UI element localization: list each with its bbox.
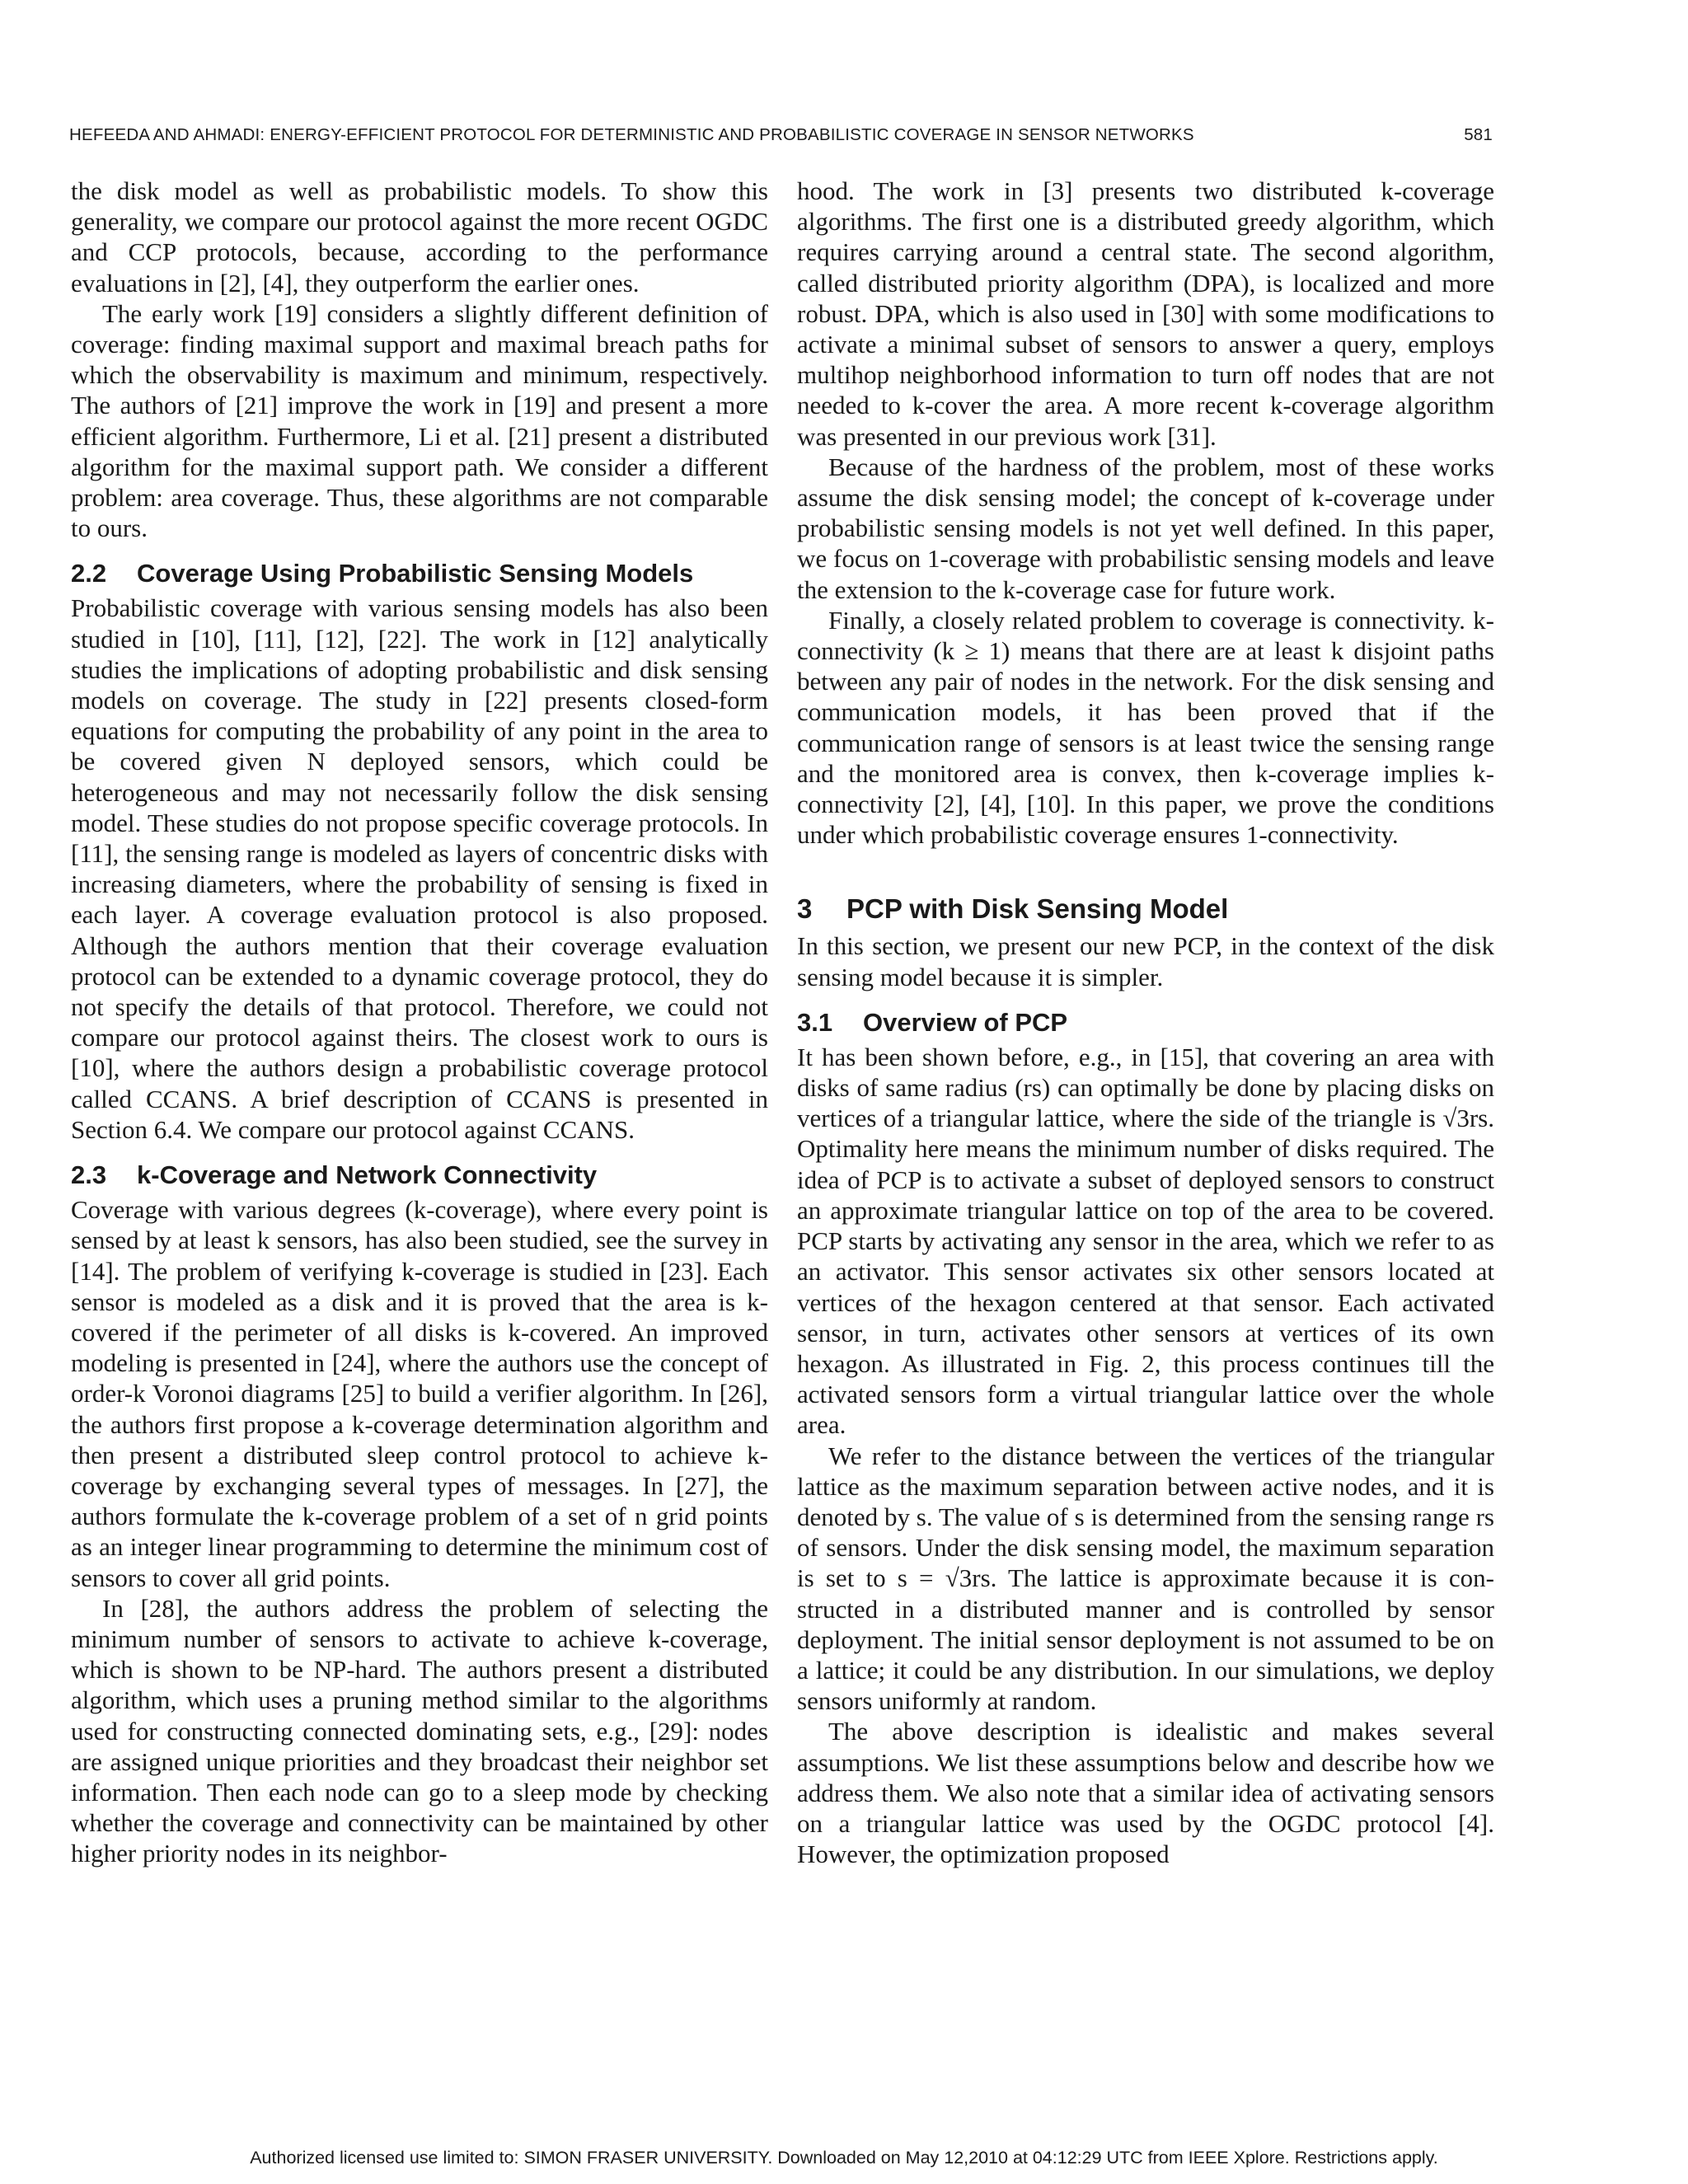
- paragraph: hood. The work in [3] presents two distributed k-coverage algorithms. The first one is a distributed greedy algorithm, which requires carrying around a central state. The second algorithm, called distributed priority algorithm (DPA), is localized and more robust. DPA, which is also used in [30] with some modifications to activate a minimal subset of sensors to answer a query, employs multihop neighborhood information to turn off nodes that are not needed to k-cover the area. A more recent k-coverage algorithm was presented in our previous work [31].: [797, 176, 1494, 451]
- paragraph: Finally, a closely related problem to coverage is connectivity. k-connectivity (k ≥ 1) means that there are at least k disjoint paths between any pair of nodes in the network. For the disk sensing and communication models, it has been proved that if the communication range of sensors is at least twice the sensing range and the monitored area is convex, then k-coverage implies k-connectivity [2], [4], [10]. In this paper, we prove the conditions under which probabilistic coverage ensures 1-connectivity.: [797, 605, 1494, 850]
- section-title: PCP with Disk Sensing Model: [846, 893, 1229, 925]
- paragraph: Probabilistic coverage with various sensing models has also been studied in [10], [11], [12], [22]. The work in [12] analytically studies the implications of adopting probabilistic and disk sensing models on coverage. The study in [22] presents closed-form equations for computing the probability of any point in the area to be covered given N deployed sensors, which could be heterogeneous and may not necessarily follow the disk sensing model. These studies do not propose specific coverage protocols. In [11], the sensing range is modeled as layers of concentric disks with increasing diameters, where the probability of sensing is fixed in each layer. A coverage evaluation protocol is also proposed. Although the authors mention that their coverage evaluation protocol can be extended to a dynamic coverage protocol, they do not specify the details of that protocol. Therefore, we could not compare our protocol against theirs. The closest work to ours is [10], where the authors design a probabilistic coverage protocol called CCANS. A brief description of CCANS is presented in Section 6.4. We compare our protocol against CCANS.: [71, 593, 768, 1144]
- section-heading-2-3: [71, 1160, 768, 1191]
- section-number: 3.1: [797, 1007, 833, 1037]
- page-number: 581: [1464, 125, 1493, 144]
- section-heading-3: [797, 893, 1494, 926]
- paragraph: Because of the hardness of the problem, most of these works assume the disk sensing model; the concept of k-coverage under probabilistic sensing models is not yet well defined. In this paper, we focus on 1-coverage with probabilistic sensing models and leave the extension to the k-coverage case for future work.: [797, 452, 1494, 604]
- paragraph: We refer to the distance between the vertices of the triangular lattice as the maximum separation between active nodes, and it is denoted by s. The value of s is determined from the sensing range rs of sensors. Under the disk sensing model, the maximum separation is set to s = √3rs. The lattice is approximate because it is constructed in a distributed manner and is controlled by sensor deployment. The initial sensor deployment is not assumed to be on a lattice; it could be any distribution. In our simulations, we deploy sensors uniformly at random.: [797, 1441, 1494, 1716]
- paragraph: the disk model as well as probabilistic models. To show this generality, we compare our protocol against the more recent OGDC and CCP protocols, because, according to the performance evaluations in [2], [4], they outperform the earlier ones.: [71, 176, 768, 298]
- paragraph: It has been shown before, e.g., in [15], that covering an area with disks of same radius (rs) can optimally be done by placing disks on vertices of a triangular lattice, where the side of the triangle is √3rs. Optimality here means the minimum number of disks required. The idea of PCP is to activate a subset of deployed sensors to construct an approximate triangular lattice on top of the area to be covered. PCP starts by activating any sensor in the area, which we refer to as an activator. This sensor activates six other sensors located at vertices of the hexagon centered at that sensor. Each activated sensor, in turn, activates other sensors at vertices of its own hexagon. As illustrated in Fig. 2, this process continues till the activated sensors form a virtual triangular lattice over the whole area.: [797, 1042, 1494, 1440]
- section-heading-3-1: [797, 1007, 1494, 1038]
- paragraph: In this section, we present our new PCP, in the context of the disk sensing model because it is simpler.: [797, 931, 1494, 991]
- section-title: k-Coverage and Network Connectivity: [137, 1160, 598, 1190]
- paragraph: Coverage with various degrees (k-coverage), where every point is sensed by at least k sensors, has also been studied, see the survey in [14]. The problem of verifying k-coverage is studied in [23]. Each sensor is modeled as a disk and it is proved that the area is k-covered if the perimeter of all disks is k-covered. An improved modeling is presented in [24], where the authors use the concept of order-k Voronoi diagrams [25] to build a verifier algorithm. In [26], the authors first propose a k-coverage determination algorithm and then present a distributed sleep control protocol to achieve k-coverage by exchanging several types of messages. In [27], the authors formulate the k-coverage problem of a set of n grid points as an integer linear programming to determine the minimum cost of sensors to cover all grid points.: [71, 1195, 768, 1592]
- section-title: Coverage Using Probabilistic Sensing Models: [137, 559, 694, 588]
- left-column: [71, 176, 768, 1869]
- right-column: [797, 176, 1494, 1869]
- section-heading-2-2: [71, 558, 768, 589]
- paragraph: The early work [19] considers a slightly different definition of coverage: finding maximal support and maximal breach paths for which the observability is maximum and minimum, respectively. The authors of [21] improve the work in [19] and present a more efficient algorithm. Furthermore, Li et al. [21] present a distributed algorithm for the maximal support path. We consider a different problem: area coverage. Thus, these algorithms are not comparable to ours.: [71, 298, 768, 543]
- section-number: 3: [797, 893, 813, 925]
- section-number: 2.3: [71, 1160, 107, 1190]
- license-footer: Authorized licensed use limited to: SIMON FRASER UNIVERSITY. Downloaded on May 12,2010 at 04:12:29 UTC from IEEE Xplore. Restrictions apply.: [250, 2148, 1438, 2168]
- paragraph: In [28], the authors address the problem of selecting the minimum number of sensors to activate to achieve k-coverage, which is shown to be NP-hard. The authors present a distributed algorithm, which uses a pruning method similar to the algorithms used for constructing connected dominating sets, e.g., [29]: nodes are assigned unique priorities and they broadcast their neighbor set information. Then each node can go to a sleep mode by checking whether the coverage and connectivity can be maintained by other higher priority nodes in its neighbor-: [71, 1593, 768, 1868]
- running-head: [69, 125, 1493, 145]
- running-title: HEFEEDA AND AHMADI: ENERGY-EFFICIENT PROTOCOL FOR DETERMINISTIC AND PROBABILISTIC COVERAGE IN SENSOR NETWORKS: [69, 125, 1194, 144]
- section-number: 2.2: [71, 559, 107, 588]
- paragraph: The above description is idealistic and makes several assumptions. We list these assumptions below and describe how we address them. We also note that a similar idea of activating sensors on a triangular lattice was used by the OGDC protocol [4]. However, the optimization proposed: [797, 1717, 1494, 1869]
- section-title: Overview of PCP: [863, 1007, 1068, 1037]
